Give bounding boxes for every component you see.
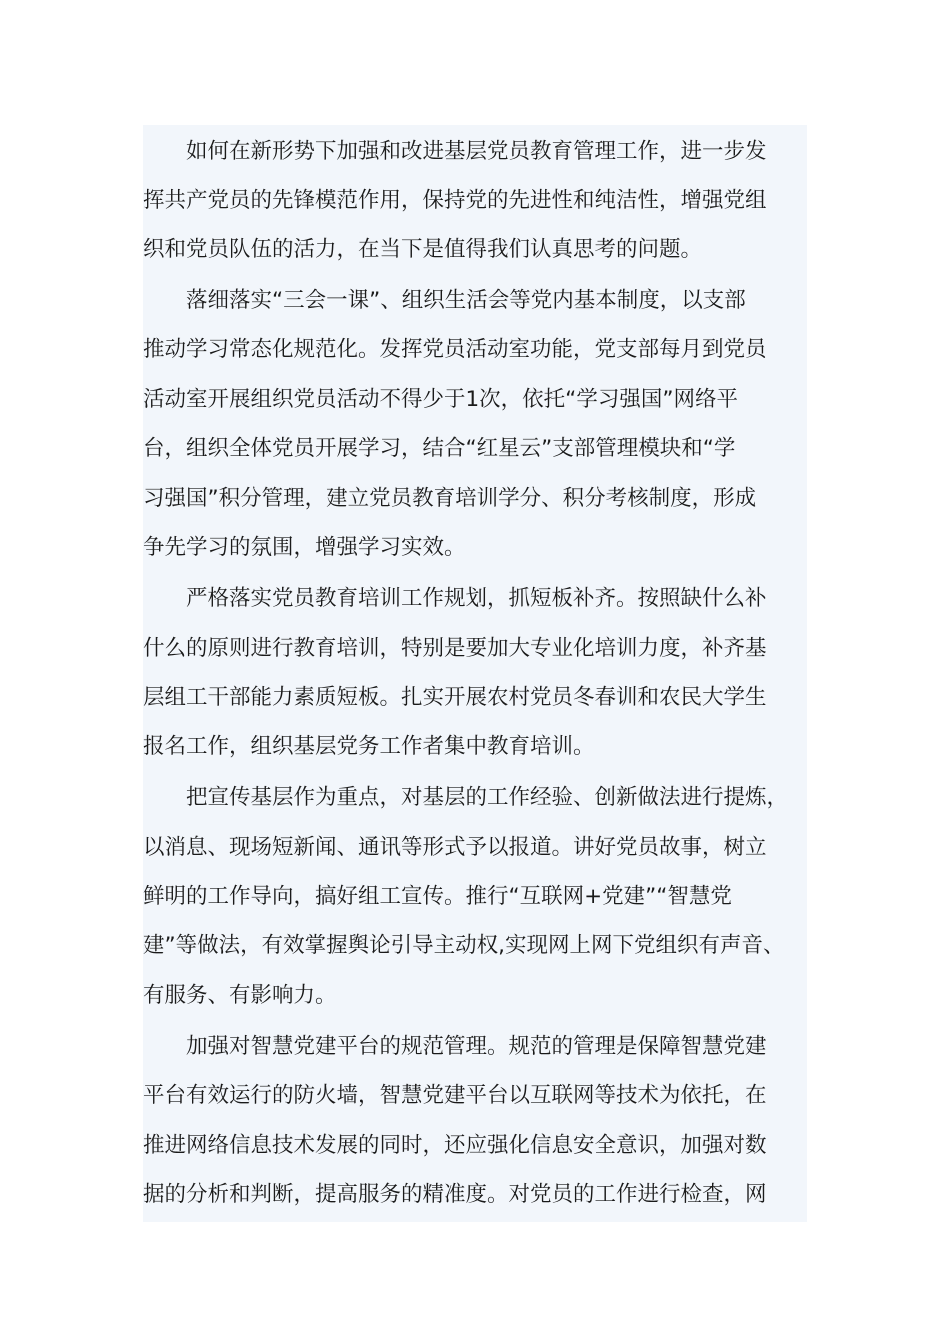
paragraph-3-line-3: 层组工干部能力素质短板。扎实开展农村党员冬春训和农民大学生 [143, 685, 767, 710]
paragraph-4-line-5: 有服务、有影响力。 [143, 983, 337, 1008]
document-body [143, 125, 807, 1222]
paragraph-2-line-6: 争先学习的氛围，增强学习实效。 [143, 535, 466, 560]
paragraph-5-line-1: 加强对智慧党建平台的规范管理。规范的管理是保障智慧党建 [186, 1034, 767, 1059]
paragraph-5-line-3: 推进网络信息技术发展的同时，还应强化信息安全意识，加强对数 [143, 1133, 767, 1158]
paragraph-2-line-2: 推动学习常态化规范化。发挥党员活动室功能，党支部每月到党员 [143, 337, 767, 362]
paragraph-2-line-4: 台，组织全体党员开展学习，结合“红星云”支部管理模块和“学 [143, 436, 736, 461]
paragraph-4-line-2: 以消息、现场短新闻、通讯等形式予以报道。讲好党员故事，树立 [143, 835, 767, 860]
paragraph-5-line-2: 平台有效运行的防火墙，智慧党建平台以互联网等技术为依托，在 [143, 1083, 767, 1108]
paragraph-2-line-5: 习强国”积分管理，建立党员教育培训学分、积分考核制度，形成 [143, 486, 757, 511]
paragraph-3-line-1: 严格落实党员教育培训工作规划，抓短板补齐。按照缺什么补 [186, 586, 767, 611]
paragraph-3-line-4: 报名工作，组织基层党务工作者集中教育培训。 [143, 734, 595, 759]
paragraph-4-line-4: 建”等做法，有效掌握舆论引导主动权,实现网上网下党组织有声音、 [143, 933, 785, 958]
paragraph-2-line-1: 落细落实“三会一课”、组织生活会等党内基本制度，以支部 [186, 288, 746, 313]
paragraph-1-line-3: 织和党员队伍的活力，在当下是值得我们认真思考的问题。 [143, 237, 703, 262]
paragraph-1-line-1: 如何在新形势下加强和改进基层党员教育管理工作，进一步发 [186, 139, 767, 164]
paragraph-1-line-2: 挥共产党员的先锋模范作用，保持党的先进性和纯洁性，增强党组 [143, 188, 767, 213]
paragraph-4-line-3: 鲜明的工作导向，搞好组工宣传。推行“互联网+党建”“智慧党 [143, 884, 732, 909]
paragraph-3-line-2: 什么的原则进行教育培训，特别是要加大专业化培训力度，补齐基 [143, 636, 767, 661]
paragraph-5-line-4: 据的分析和判断，提高服务的精准度。对党员的工作进行检查，网 [143, 1182, 767, 1207]
paragraph-4-line-1: 把宣传基层作为重点，对基层的工作经验、创新做法进行提炼， [186, 785, 789, 810]
paragraph-2-line-3: 活动室开展组织党员活动不得少于1次，依托“学习强国”网络平 [143, 387, 738, 412]
